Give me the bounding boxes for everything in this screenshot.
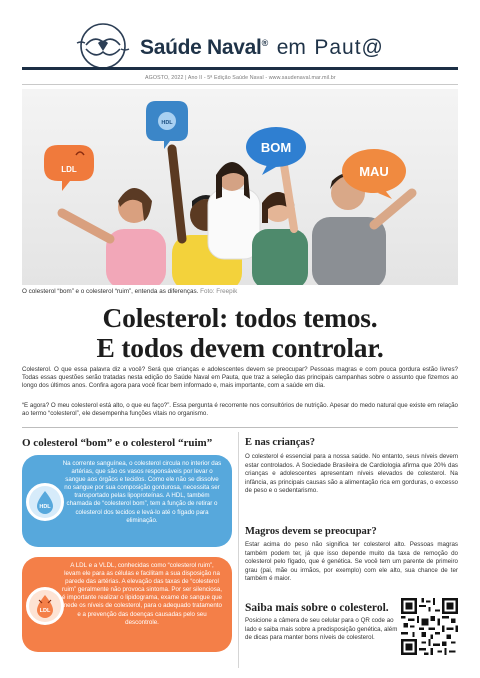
brand-main: Saúde Naval (140, 36, 262, 59)
edition-info: AGOSTO, 2022 | Ano II - 5ª Edição Saúde Naval - www.saudenaval.mar.mil.br (145, 75, 336, 81)
left-column-title: O colesterol “bom” e o colesterol “ruim” (22, 437, 213, 449)
thin-people-section-title: Magros devem se preocupar? (245, 526, 377, 537)
hdl-card-text: Na corrente sanguínea, o colesterol circula no interior das artérias, que são os vasos responsáveis por levar o sangue aos órgãos e tecidos. Como ele não se dissolve no sangue por sua composição gordurosa, necessita ser transportado pelas lipoproteínas. A HDL, também chamada de “colesterol bom”, tem a função de retirar o colesterol dos tecidos e levá-lo até o fígado para eliminação. (62, 460, 222, 524)
hdl-info-card (22, 455, 232, 547)
registered-mark: ® (261, 38, 269, 48)
intro-paragraph-1: Colesterol. O que essa palavra diz a você? Será que crianças e adolescentes devem se preocupar? Pessoas magras e com pouca gordura estão livres? Todas essas questões serão tratadas nesta edição do Saúde Naval em Pauta, que traz a seleção das principais campanhas sobre o assunto que fizemos ao longo dos últimos anos. Confira agora para você ficar bem informado e, mais importante, com a saúde em dia. (22, 366, 458, 390)
learn-more-title: Saiba mais sobre o colesterol. (245, 602, 389, 614)
mau-balloon-label: MAU (359, 164, 389, 179)
ldl-info-card (22, 557, 232, 652)
brand-title (140, 36, 384, 60)
thin-people-section-text: Estar acima do peso não significa ter colesterol alto. Pessoas magras também podem ter, já que isso depende muito da taxa de remoção do colesterol pelo fígado, que é genética. Se você tem um parente de primeiro grau (pai, mãe ou irmãos, por exemplo) com ele alto, sua chance de ter também é maior. (245, 541, 458, 582)
headline-line-1: Colesterol: todos temos. (102, 302, 378, 333)
ldl-droplet-icon (28, 589, 62, 623)
ldl-badge (26, 587, 64, 625)
ldl-badge-label: LDL (39, 608, 51, 614)
bom-balloon-label: BOM (260, 140, 292, 155)
hdl-balloon-label: HDL (161, 120, 173, 126)
intro-paragraph-2: “E agora? O meu colesterol está alto, o que eu faço?”. Essa pergunta é recorrente nos consultórios de nutrição. Apesar do medo natural que existe em relação ao termo “colesterol”, ele desempenha funções vitais no organismo. (22, 402, 458, 418)
brand-pauta: Paut@ (314, 36, 384, 59)
column-divider (238, 432, 239, 668)
header-rule (22, 67, 458, 70)
hero-photo (22, 89, 458, 285)
hdl-badge-label: HDL (39, 504, 51, 510)
qr-code-icon[interactable] (401, 598, 458, 655)
brand-em: em (276, 36, 306, 59)
photo-credit: Foto: Freepik (200, 288, 238, 295)
caption-text: O colesterol “bom” e o colesterol “ruim”, entenda as diferenças. (22, 288, 199, 295)
children-section-title: E nas crianças? (245, 437, 316, 448)
photo-caption (22, 288, 237, 295)
subline-rule (22, 84, 458, 85)
ldl-balloon-label: LDL (61, 165, 77, 174)
ldl-card-text: A LDL e a VLDL, conhecidas como “colesterol ruim”, levam ele para as células e facilitam a sua disposição na parede das artérias. A elevação das taxas de “colesterol ruim” geralmente não provoca sintoma. Por ser silenciosa, é importante realizar o lipidograma, exame de sangue que mede os níveis de colesterol, para o adequado tratamento e a prevenção das doenças causadas pelo seu descontrole. (62, 562, 222, 626)
headline-line-2: E todos devem controlar. (96, 332, 384, 363)
hdl-droplet-icon (28, 485, 62, 519)
children-section-text: O colesterol é essencial para a nossa saúde. No entanto, seus níveis devem estar controlados. A Sociedade Brasileira de Cardiologia afirma que 20% das crianças e adolescentes apresentam níveis elevados de colesterol. Na infância, as principais causas são a alimentação rica em gorduras, o excesso de peso e o sedentarismo. (245, 453, 458, 494)
hdl-badge (26, 483, 64, 521)
section-divider (22, 427, 458, 428)
friends-holding-balloons-illustration (22, 89, 458, 285)
learn-more-text: Posicione a câmera de seu celular para o QR code ao lado e saiba mais sobre a predisposição genética, além de dicas para manter bons níveis de colesterol. (245, 617, 398, 641)
masthead (0, 0, 480, 81)
hands-heart-logo-icon (74, 21, 132, 71)
